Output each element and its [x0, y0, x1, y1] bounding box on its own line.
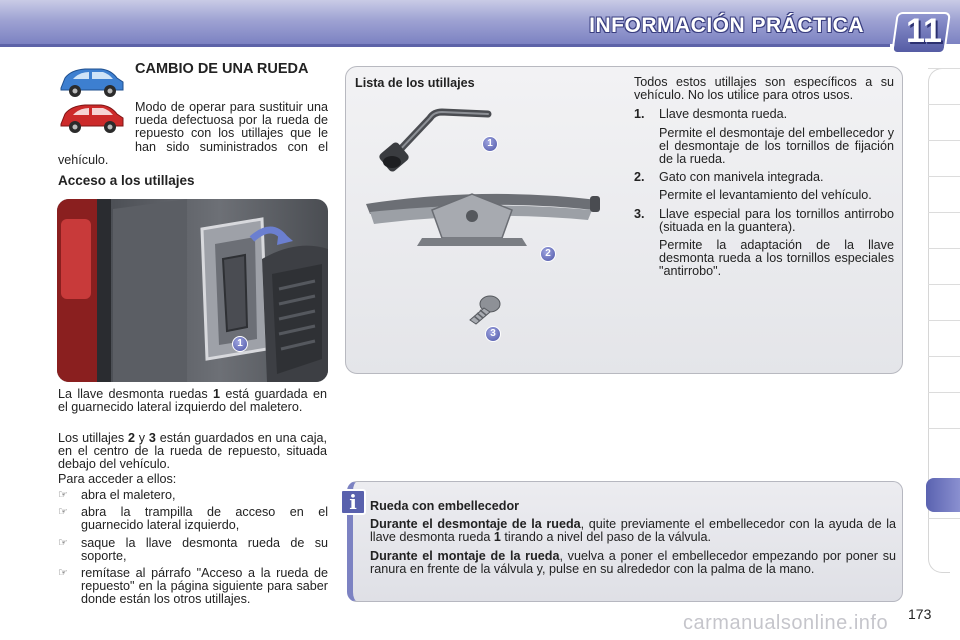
chapter-number: 11	[906, 12, 942, 50]
p2-text-e: están guardados en una caja, en el centro de la rueda de repuesto, situada debajo del vehículo.	[58, 431, 327, 472]
step-text: saque la llave desmonta rueda de su soporte,	[81, 535, 328, 563]
tool-marker-3: 3	[485, 326, 501, 342]
tool-item-label: Gato con manivela integrada.	[659, 170, 824, 185]
tools-intro: Todos estos utillajes son específicos a su vehículo. No los utilice para otros usos.	[634, 75, 894, 103]
p1-ref-1: 1	[213, 387, 221, 401]
antitheft-key-illustration	[462, 294, 506, 326]
chapter-tab[interactable]	[928, 68, 960, 100]
info-p2-bold: Durante el montaje de la rueda	[370, 548, 560, 563]
chapter-tab[interactable]	[928, 518, 960, 550]
chapter-tab[interactable]	[928, 212, 960, 244]
chapter-tab[interactable]	[928, 176, 960, 208]
step-text: remítase al párrafo "Acceso a la rueda de repuesto" en la página siguiente para saber donde están los otros utillajes.	[81, 566, 328, 607]
hand-pointer-icon: ☞	[58, 506, 68, 519]
tool-item-desc: Permite el desmontaje del embellecedor y el desmontaje de los tornillos de fijación de la rueda.	[659, 125, 894, 167]
tool-marker-2: 2	[540, 246, 556, 262]
chapter-tab[interactable]	[928, 104, 960, 136]
jack-illustration	[362, 180, 602, 250]
chapter-tab[interactable]	[928, 320, 960, 352]
chapter-tab[interactable]	[928, 140, 960, 172]
access-paragraph-2	[58, 432, 327, 472]
trunk-photo	[57, 199, 328, 382]
info-p2-text: , vuelva a poner el embellecedor empezando por poner su ranura en frente de la válvula y, pulse en su alrededor con la palma de la mano.	[370, 548, 896, 576]
chapter-tab[interactable]	[928, 284, 960, 316]
access-paragraph-1	[58, 388, 327, 414]
watermark: carmanualsonline.info	[683, 612, 889, 634]
access-paragraph-3: Para acceder a ellos:	[58, 472, 177, 486]
tool-item-number: 1.	[634, 107, 645, 122]
tool-item-desc: Permite la adaptación de la llave desmonta rueda a los tornillos especiales "antirrobo".	[659, 238, 894, 279]
info-p1-text-end: tirando a nivel del paso de la válvula.	[500, 530, 711, 545]
p2-text-a: Los utillajes	[58, 431, 128, 445]
chapter-title: INFORMACIÓN PRÁCTICA	[589, 14, 864, 37]
info-paragraph-2	[370, 550, 896, 576]
chapter-tab-active[interactable]	[926, 478, 960, 512]
tool-item-2	[634, 171, 894, 202]
tool-item-number: 2.	[634, 170, 645, 185]
p2-ref-2: 2	[127, 431, 135, 445]
step-text: abra la trampilla de acceso en el guarnecido lateral izquierdo,	[81, 505, 328, 533]
p2-text-c: y	[134, 431, 149, 445]
page-header	[0, 0, 960, 56]
trunk-illustration	[57, 199, 328, 382]
info-paragraph-1	[370, 518, 896, 544]
info-title: Rueda con embellecedor	[370, 499, 520, 513]
tools-description	[634, 76, 894, 284]
chapter-tab[interactable]	[928, 248, 960, 280]
photo-marker-1: 1	[232, 336, 248, 352]
tool-item-desc: Permite el levantamiento del vehículo.	[659, 188, 872, 203]
chapter-tab[interactable]	[928, 356, 960, 388]
tool-item-label: Llave desmonta rueda.	[659, 107, 788, 122]
p1-text-c: está guardada en el guarnecido lateral izquierdo del maletero.	[58, 387, 328, 415]
tool-item-label: Llave especial para los tornillos antirrobo (situada en la guantera).	[659, 206, 894, 234]
tool-item-1	[634, 108, 894, 166]
header-rule	[0, 44, 890, 47]
access-step	[58, 506, 328, 532]
chapter-tabs	[928, 68, 960, 573]
access-step	[58, 537, 328, 563]
access-step	[58, 567, 328, 607]
access-steps	[58, 489, 328, 611]
info-content	[370, 500, 896, 581]
step-text: abra el maletero,	[81, 488, 176, 502]
p2-ref-3: 3	[148, 431, 156, 445]
chapter-tab[interactable]	[928, 428, 960, 460]
section-title: CAMBIO DE UNA RUEDA	[135, 61, 309, 77]
tool-item-3	[634, 208, 894, 279]
tool-marker-1: 1	[482, 136, 498, 152]
access-step	[58, 489, 328, 502]
p1-text-a: La llave desmonta ruedas	[58, 387, 213, 401]
hand-pointer-icon: ☞	[58, 567, 68, 580]
info-p1-text: , quite previamente el embellecedor con la ayuda de la llave desmonta rueda	[370, 517, 896, 545]
blue-car-icon	[57, 64, 127, 100]
access-title: Acceso a los utillajes	[58, 173, 195, 188]
info-icon: i	[340, 489, 366, 515]
section-intro	[58, 101, 328, 167]
hand-pointer-icon: ☞	[58, 536, 68, 549]
info-p1-ref: 1	[493, 530, 501, 545]
tool-item-number: 3.	[634, 206, 645, 221]
tools-title: Lista de los utillajes	[355, 76, 475, 90]
page-number: 173	[908, 606, 932, 622]
intro-text: Modo de operar para sustituir una rueda defectuosa por la rueda de repuesto con los utillajes que le han sido suministrados con el vehículo.	[58, 100, 328, 167]
info-p1-bold: Durante el desmontaje de la rueda	[370, 517, 581, 532]
chapter-tab[interactable]	[928, 392, 960, 424]
hand-pointer-icon: ☞	[58, 489, 68, 501]
